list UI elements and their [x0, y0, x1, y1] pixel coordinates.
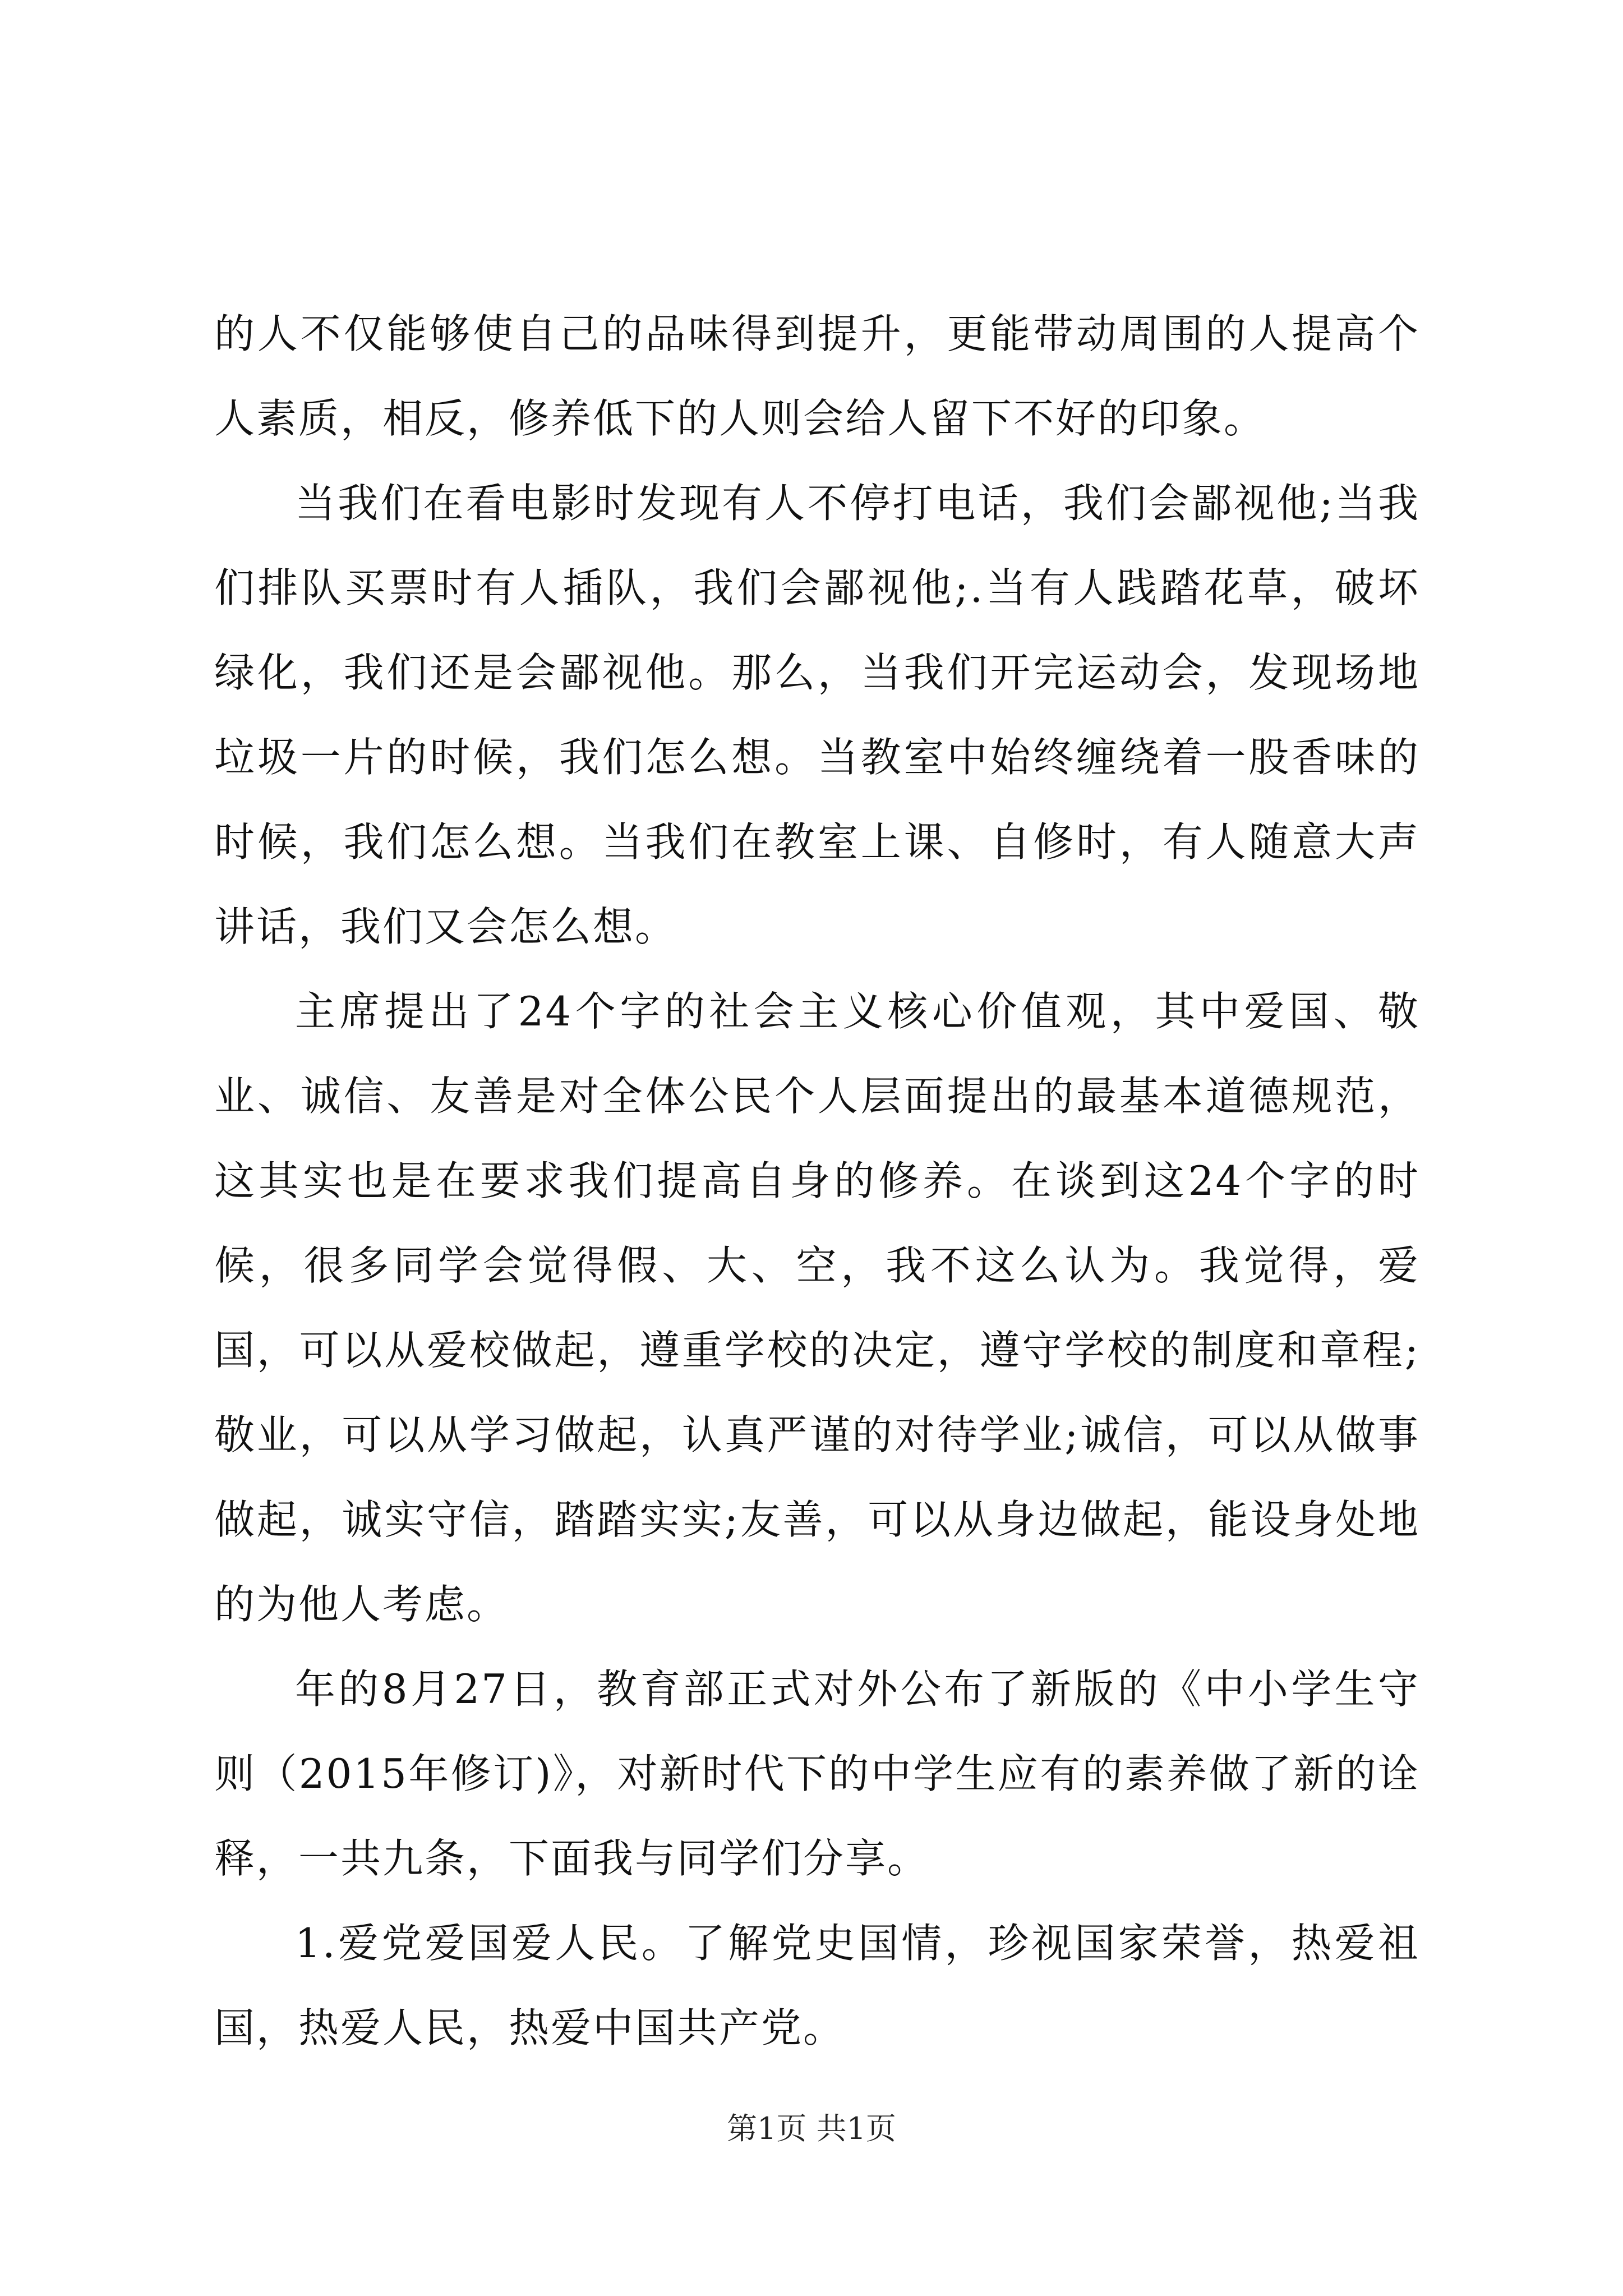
paragraph-2: 当我们在看电影时发现有人不停打电话，我们会鄙视他;当我们排队买票时有人插队，我们会鄙视他;.当有人践踏花草，破坏绿化，我们还是会鄙视他。那么，当我们开完运动会，发现场地垃圾一片的时候，我们怎么想。当教室中始终缠绕着一股香味的时候，我们怎么想。当我们在教室上课、自修时，有人随意大声讲话，我们又会怎么想。	[214, 480, 1420, 950]
document-body	[214, 292, 1420, 2070]
page-footer: 第1页 共1页	[727, 2111, 896, 2146]
paragraph-3: 主席提出了24个字的社会主义核心价值观，其中爱国、敬业、诚信、友善是对全体公民个人层面提出的最基本道德规范，这其实也是在要求我们提高自身的修养。在谈到这24个字的时候，很多同学会觉得假、大、空，我不这么认为。我觉得，爱国，可以从爱校做起，遵重学校的决定，遵守学校的制度和章程;敬业，可以从学习做起，认真严谨的对待学业;诚信，可以从做事做起，诚实守信，踏踏实实;友善，可以从身边做起，能设身处地的为他人考虑。	[214, 988, 1420, 1628]
paragraph-5: 1.爱党爱国爱人民。了解党史国情，珍视国家荣誉，热爱祖国，热爱人民，热爱中国共产党。	[214, 1920, 1420, 2051]
paragraph-4: 年的8月27日，教育部正式对外公布了新版的《中小学生守则（2015年修订)》，对新时代下的中学生应有的素养做了新的诠释，一共九条，下面我与同学们分享。	[214, 1665, 1420, 1882]
paragraph-1: 的人不仅能够使自己的品味得到提升，更能带动周围的人提高个人素质，相反，修养低下的人则会给人留下不好的印象。	[214, 310, 1420, 442]
